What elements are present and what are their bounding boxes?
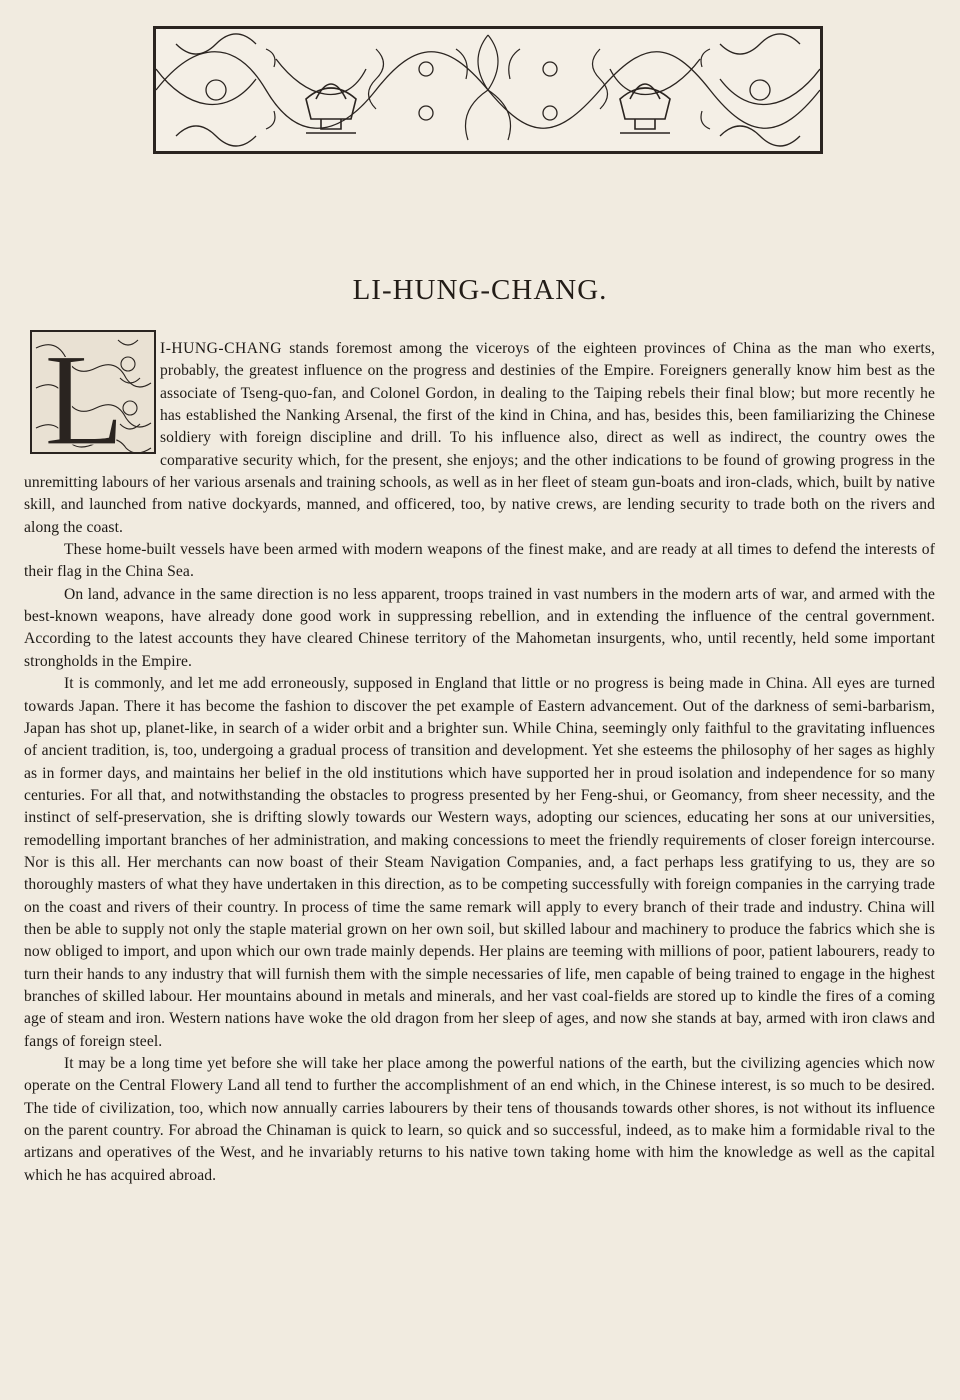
initial-letter: L [44,328,125,456]
paragraph-2: These home-built vessels have been armed with modern weapons of the finest make, and are ready at all times to defend the interests of their flag in the China Sea. [24,541,935,581]
paragraph-1-text: stands foremost among the viceroys of the eighteen provinces of China as the man who exerts, probably, the greatest influence on the progress and destinies of the Empire. Foreigners generally know him best as the associate of Tseng-quo-fan, and Colonel Gordon, in dealing to the Taiping rebels their final blow; but more recently he has established the Nanking Arsenal, the first of the kind in China, and has, besides this, been familiarizing the Chinese soldiery with foreign discipline and drill. To his influence also, direct as well as indirect, the country owes the comparative security which, for the present, she enjoys; and the other indications to be found of growing progress in the unremitting labours of her various arsenals and training schools, as well as in her fleet of steam gun-boats and iron-clads, which, built by native skill, and launched from native dockyards, manned, and officered, too, by native crews, are lending security to trade both on the rivers and along the coast. [24,340,935,536]
ornament-scroll-icon [156,29,820,151]
paragraph-5: It may be a long time yet before she will take her place among the powerful nations of the earth, but the civilizing agencies which now operate on the Central Flowery Land all tend to further the accomplishment of an end which, in the Chinese interest, is so much to be desired. The tide of civilization, too, which now annually carries labourers by their tens of thousands towards other shores, is not without its influence on the parent country. For abroad the Chinaman is quick to learn, so quick and so successful, indeed, as to make him a formidable rival to the artizans and operatives of the West, and he invariably returns to his native town taking home with him the knowledge as well as the capital which he has acquired abroad. [24,1055,935,1184]
paragraph-1 [24,338,935,539]
article-body [24,338,935,1187]
paragraph-3: On land, advance in the same direction is no less apparent, troops trained in vast numbers in the modern arts of war, and armed with the best-known weapons, have already done good work in suppressing rebellion, and in extending the influence of the central government. According to the latest accounts they have cleared Chinese territory of the Mahometan insurgents, who, until recently, held some important strongholds in the Empire. [24,585,935,670]
initial-gap [24,338,160,470]
ornamental-headpiece [153,26,823,154]
paragraph-4: It is commonly, and let me add erroneously, supposed in England that little or no progress is being made in China. All eyes are turned towards Japan. There it has become the fashion to discover the pet example of Eastern advancement. Out of the darkness of semi-barbarism, Japan has shot up, planet-like, in search of a wider orbit and a brighter sun. While China, seemingly only faithful to the gravitating influences of ancient tradition, is, too, undergoing a gradual process of transition and development. Yet she esteems the philosophy of her sages as highly as in former days, and maintains her belief in the old institutions which have supported her in proud isolation and independence for so many centuries. For all that, and notwithstanding the obstacles to progress presented by her Feng-shui, or Geomancy, from sheer necessity, and the instinct of self-preservation, she is drifting slowly towards our Western ways, adopting our sciences, educating her sons at our universities, remodelling important branches of her administration, and making concessions to meet the friendly requirements of closer foreign intercourse. Nor is this all. Her merchants can now boast of their Steam Navigation Companies, and, a fact perhaps less gratifying to us, they are so thoroughly masters of what they have undertaken in this direction, as to be competing successfully with foreign companies in the carrying trade on the coast and rivers of their country. In process of time the same remark will apply to every branch of their trade and industry. China will then be able to supply not only the staple material grown on her own soil, but skilled labour and machinery to produce the fabrics which she is now obliged to import, and upon which our own trade mainly depends. Her plains are teeming with millions of poor, patient labourers, ready to turn their hands to any industry that will furnish them with the simple necessaries of life, men capable of being trained to engage in the highest branches of skilled labour. Her mountains abound in metals and minerals, and her vast coal-fields are stored up to kindle the fires of a coming age of steam and iron. Western nations have woke the old dragon from her sleep of ages, and now she stands at bay, armed with iron claws and fangs of foreign steel. [24,675,935,1050]
first-word: I-HUNG-CHANG [160,340,283,357]
article-title: LI-HUNG-CHANG. [352,274,608,306]
